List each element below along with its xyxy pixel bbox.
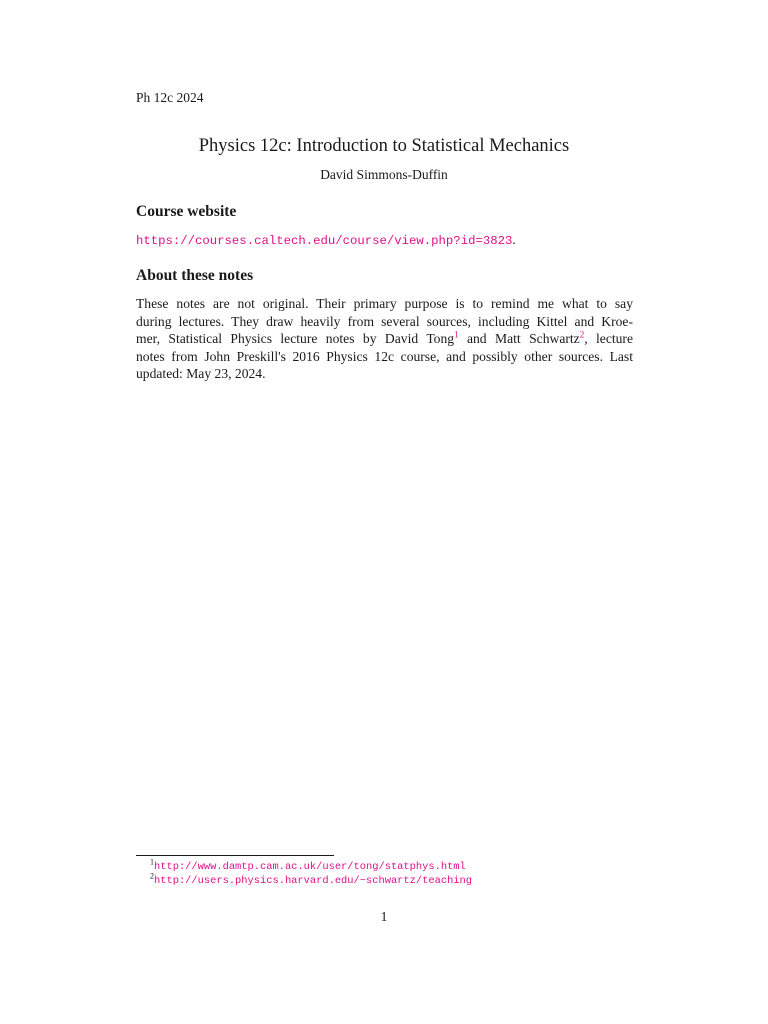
trailing-period: . <box>512 232 516 247</box>
footnote-1-link[interactable]: http://www.damtp.cam.ac.uk/user/tong/statphys.html <box>154 861 466 873</box>
footnote-2-number: 2 <box>150 871 154 881</box>
about-line-5: updated: May 23, 2024. <box>136 366 266 381</box>
author-name: David Simmons-Duffin <box>320 167 448 182</box>
page-number: 1 <box>380 909 388 924</box>
footnote-rule <box>136 855 334 856</box>
footnote-2 <box>150 871 473 887</box>
course-website-line <box>136 232 516 248</box>
footnote-1-number: 1 <box>150 857 154 867</box>
about-line-3-part-a: mer, Statistical Physics lecture notes by David Tong <box>136 331 455 346</box>
footnote-2-link[interactable]: http://users.physics.harvard.edu/~schwartz/teaching <box>154 875 473 887</box>
about-line-3 <box>136 330 633 348</box>
footnote-marker-1[interactable]: 1 <box>454 329 459 340</box>
running-head: Ph 12c 2024 <box>136 90 204 105</box>
about-line-4: notes from John Preskill's 2016 Physics 12c course, and possibly other sources. Last <box>136 348 633 364</box>
about-line-1: These notes are not original. Their primary purpose is to remind me what to say <box>136 296 633 311</box>
section-heading-about-notes: About these notes <box>136 267 254 284</box>
about-line-3-part-b: and Matt Schwartz <box>458 331 580 346</box>
course-website-link[interactable]: https://courses.caltech.edu/course/view.php?id=3823 <box>136 234 513 248</box>
section-heading-course-website: Course website <box>136 203 237 220</box>
about-line-2: during lectures. They draw heavily from several sources, including Kittel and Kroe- <box>136 313 633 329</box>
about-paragraph <box>136 295 633 383</box>
footnote-marker-2[interactable]: 2 <box>579 329 585 340</box>
about-line-3-part-c: , lecture <box>584 331 633 346</box>
footnote-1 <box>150 857 466 873</box>
paper-title: Physics 12c: Introduction to Statistical Mechanics <box>198 136 570 156</box>
